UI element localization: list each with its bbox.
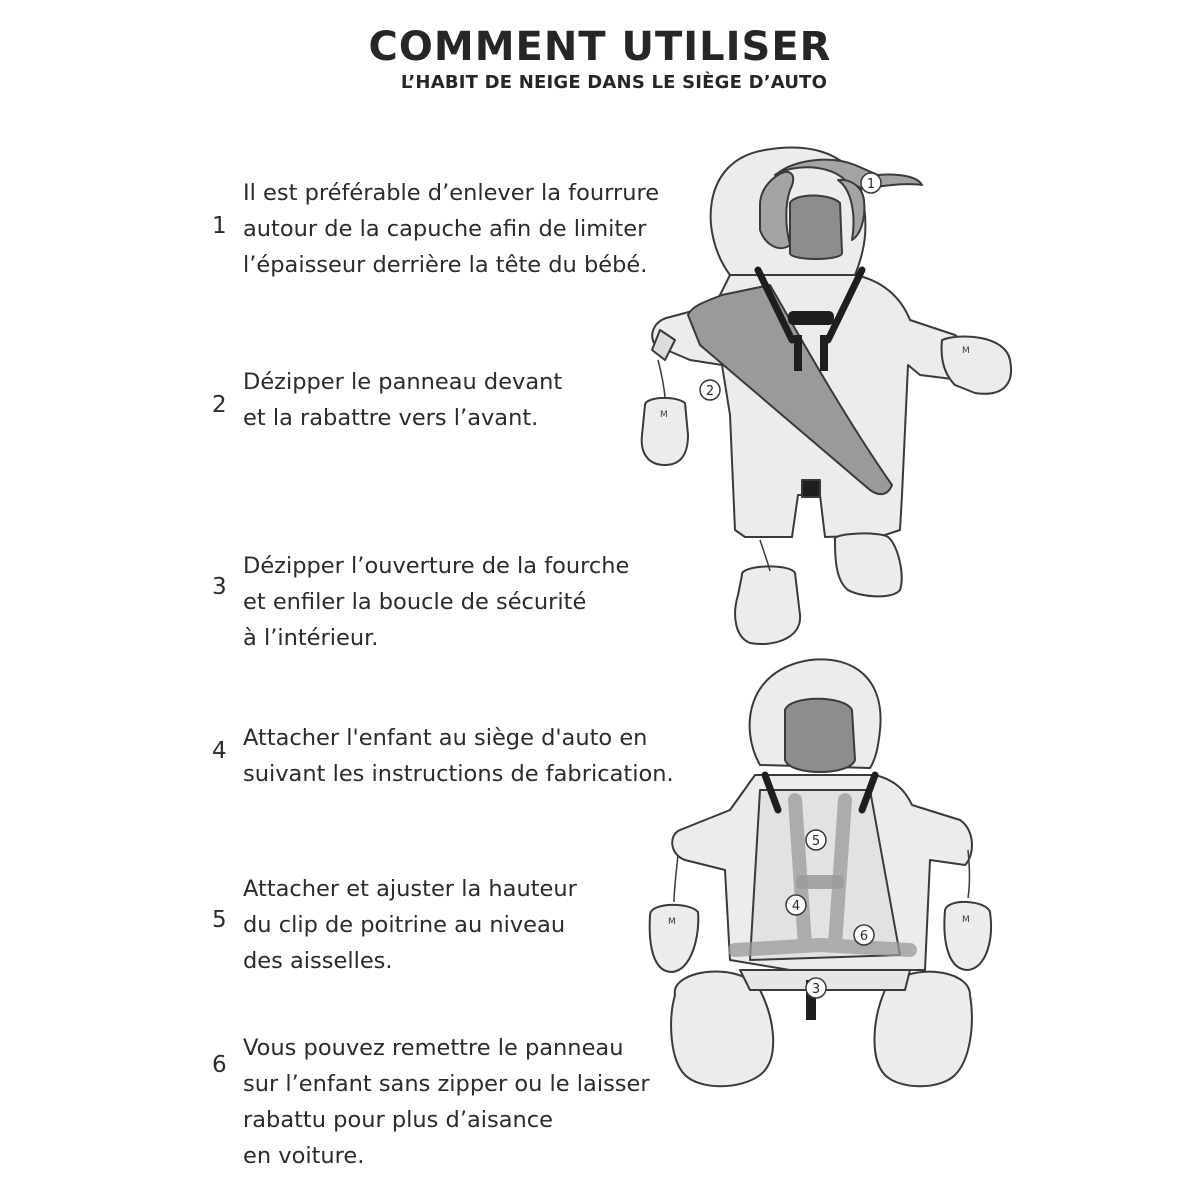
step-text: Attacher l'enfant au siège d'auto en suivant les instructions de fabrication. — [243, 725, 674, 787]
mitten-label: M — [660, 410, 668, 420]
callout-6 — [854, 925, 874, 945]
callout-1 — [861, 173, 881, 193]
mitten-label: M — [962, 915, 970, 925]
step-number: 5 — [212, 907, 227, 933]
callout-number: 3 — [811, 982, 821, 997]
callout-number: 1 — [866, 177, 876, 192]
callout-4 — [786, 895, 806, 915]
step-number: 2 — [212, 392, 227, 418]
callout-number: 6 — [859, 929, 869, 944]
step-number: 4 — [212, 738, 227, 764]
mitten-label: M — [668, 917, 676, 927]
mitten-label: M — [962, 346, 970, 356]
callout-5 — [806, 830, 826, 850]
snowsuit-seated-harness-illustration — [630, 650, 1030, 1160]
snowsuit-open-panel-illustration — [630, 135, 1030, 660]
callout-2 — [700, 380, 720, 400]
step-text: Attacher et ajuster la hauteur du clip de poitrine au niveau des aisselles. — [243, 876, 577, 974]
step-text: Dézipper l’ouverture de la fourche et enfiler la boucle de sécurité à l’intérieur. — [243, 553, 630, 651]
page-subtitle: L’HABIT DE NEIGE DANS LE SIÈGE D’AUTO — [400, 72, 828, 93]
callout-number: 4 — [791, 899, 801, 914]
callout-3 — [806, 978, 826, 998]
callout-number: 5 — [811, 834, 821, 849]
step-text: Vous pouvez remettre le panneau sur l’enfant sans zipper ou le laisser rabattu pour plus d’aisance en voiture. — [243, 1035, 650, 1169]
callout-number: 2 — [705, 384, 715, 399]
page-title: COMMENT UTILISER — [368, 24, 832, 70]
step-number: 6 — [212, 1052, 227, 1078]
step-text: Il est préférable d’enlever la fourrure autour de la capuche afin de limiter l’épaisseur derrière la tête du bébé. — [243, 180, 660, 278]
step-text: Dézipper le panneau devant et la rabattre vers l’avant. — [243, 369, 563, 431]
step-number: 1 — [212, 213, 227, 239]
step-number: 3 — [212, 574, 227, 600]
